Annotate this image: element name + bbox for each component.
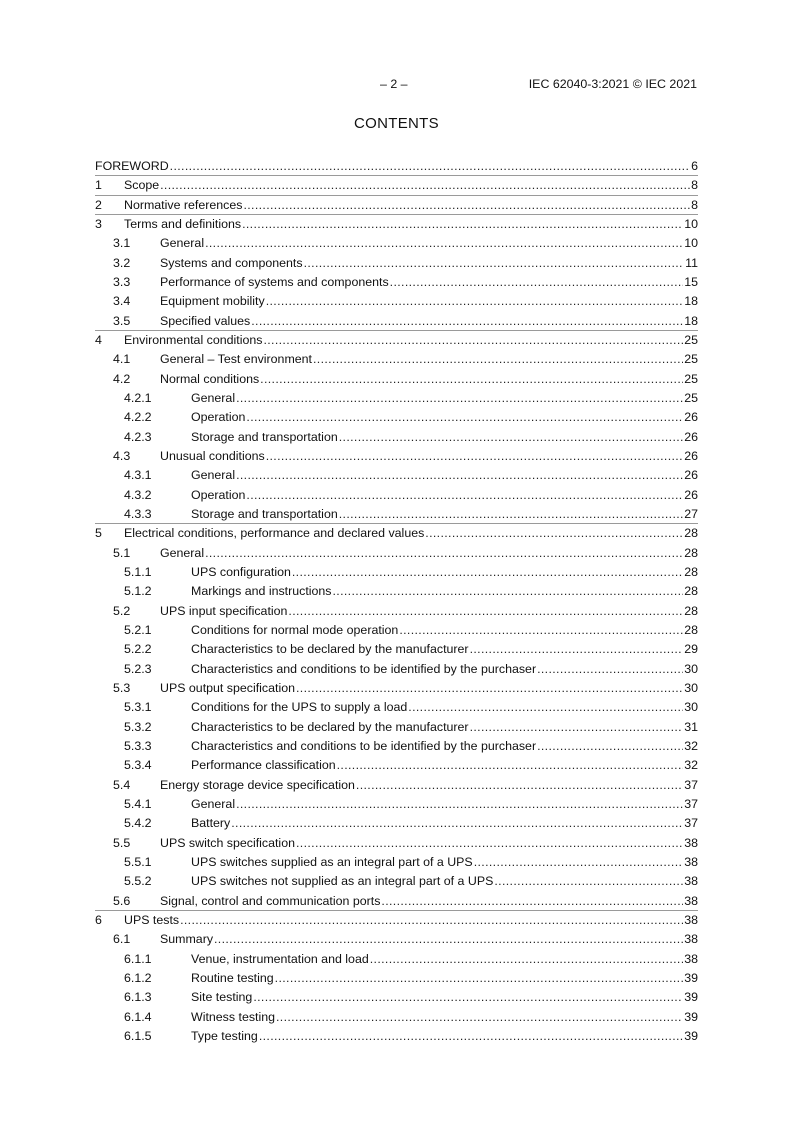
toc-entry[interactable] [95, 409, 698, 425]
toc-leader-dots [214, 931, 683, 947]
toc-leader-dots [333, 583, 684, 599]
toc-entry[interactable] [95, 506, 698, 522]
toc-entry[interactable] [95, 796, 698, 812]
toc-entry-title: Equipment mobility [160, 294, 265, 308]
toc-entry-page: 28 [684, 546, 698, 560]
toc-entry-number: 5.2.3 [124, 662, 152, 676]
toc-entry-number: 5.5 [113, 836, 131, 850]
toc-entry-number: 5.1 [113, 546, 131, 560]
toc-entry-title: UPS switch specification [160, 836, 295, 850]
toc-leader-dots [266, 293, 684, 309]
toc-entry[interactable] [95, 313, 698, 329]
toc-entry-line [160, 835, 698, 851]
toc-entry-number: 4 [95, 333, 102, 347]
toc-entry-line [191, 622, 698, 638]
toc-divider [95, 195, 698, 196]
toc-leader-dots [537, 738, 683, 754]
toc-leader-dots [170, 158, 690, 174]
toc-entry-number: 5.1.2 [124, 584, 152, 598]
toc-leader-dots [246, 487, 683, 503]
toc-leader-dots [304, 255, 685, 271]
toc-divider [95, 910, 698, 911]
toc-entry-page: 30 [684, 662, 698, 676]
toc-entry-title: Conditions for the UPS to supply a load [191, 700, 408, 714]
toc-entry-page: 26 [684, 468, 698, 482]
toc-entry-page: 37 [684, 797, 698, 811]
toc-entry-line [160, 448, 698, 464]
toc-entry[interactable] [95, 893, 698, 909]
toc-entry-title: UPS tests [124, 913, 180, 927]
toc-entry[interactable] [95, 641, 698, 657]
toc-entry-line [191, 1009, 698, 1025]
toc-entry-line [191, 719, 698, 735]
toc-leader-dots [180, 912, 683, 928]
toc-entry-line [160, 313, 698, 329]
toc-entry[interactable] [95, 873, 698, 889]
toc-entry-title: Venue, instrumentation and load [191, 952, 369, 966]
toc-leader-dots [260, 371, 683, 387]
toc-entry[interactable] [95, 1009, 698, 1025]
toc-leader-dots [399, 622, 683, 638]
toc-leader-dots [259, 1028, 683, 1044]
toc-entry-title: Performance of systems and components [160, 275, 389, 289]
toc-entry-line [124, 332, 698, 348]
toc-leader-dots [253, 989, 683, 1005]
toc-entry-line [160, 777, 698, 793]
toc-entry-page: 10 [684, 236, 698, 250]
toc-entry-page: 28 [684, 584, 698, 598]
toc-entry-number: 5.3.1 [124, 700, 152, 714]
toc-entry-title: Specified values [160, 314, 251, 328]
toc-entry-page: 38 [684, 952, 698, 966]
toc-entry[interactable] [95, 777, 698, 793]
toc-entry-page: 25 [684, 333, 698, 347]
toc-entry-title: Battery [191, 816, 231, 830]
toc-leader-dots [205, 545, 683, 561]
toc-entry-title: Terms and definitions [124, 217, 242, 231]
toc-entry-title: Storage and transportation [191, 430, 338, 444]
toc-leader-dots [381, 893, 683, 909]
toc-entry-page: 32 [684, 758, 698, 772]
toc-entry[interactable] [95, 1028, 698, 1044]
toc-entry-title: Conditions for normal mode operation [191, 623, 399, 637]
toc-leader-dots [313, 351, 683, 367]
toc-leader-dots [425, 525, 683, 541]
toc-entry[interactable] [95, 255, 698, 271]
toc-entry-title: Characteristics to be declared by the manufacturer [191, 642, 469, 656]
toc-entry-line [191, 989, 698, 1005]
toc-entry[interactable] [95, 854, 698, 870]
toc-entry[interactable] [95, 564, 698, 580]
toc-divider [95, 523, 698, 524]
toc-leader-dots [236, 390, 683, 406]
toc-entry-number: 5 [95, 526, 102, 540]
toc-entry[interactable] [95, 583, 698, 599]
toc-leader-dots [296, 680, 683, 696]
toc-entry[interactable] [95, 467, 698, 483]
toc-entry-page: 18 [684, 314, 698, 328]
toc-entry-title: UPS output specification [160, 681, 295, 695]
toc-entry-title: General [160, 546, 205, 560]
toc-entry-number: 3.4 [113, 294, 131, 308]
toc-entry-title: FOREWORD [95, 159, 169, 173]
toc-entry-number: 5.6 [113, 894, 131, 908]
toc-entry-line [124, 197, 698, 213]
toc-entry-line [160, 893, 698, 909]
toc-entry-line [124, 216, 698, 232]
toc-entry-number: 5.3.3 [124, 739, 152, 753]
toc-entry-page: 38 [684, 836, 698, 850]
toc-entry-title: Operation [191, 410, 246, 424]
toc-entry-line [160, 235, 698, 251]
toc-entry-page: 27 [684, 507, 698, 521]
toc-entry-number: 4.2.1 [124, 391, 152, 405]
toc-entry[interactable] [95, 931, 698, 947]
toc-leader-dots [339, 506, 683, 522]
toc-entry-number: 5.4 [113, 778, 131, 792]
toc-entry-title: Site testing [191, 990, 253, 1004]
toc-entry-page: 31 [684, 720, 698, 734]
toc-entry-line [191, 641, 698, 657]
toc-entry[interactable] [95, 177, 698, 193]
toc-entry-number: 3 [95, 217, 102, 231]
toc-entry-page: 28 [684, 604, 698, 618]
toc-entry-page: 10 [684, 217, 698, 231]
toc-leader-dots [370, 951, 683, 967]
toc-entry-number: 4.3 [113, 449, 131, 463]
toc-entry-number: 5.2.1 [124, 623, 152, 637]
toc-leader-dots [292, 564, 683, 580]
toc-entry-title: Electrical conditions, performance and declared values [124, 526, 425, 540]
toc-entry-number: 3.3 [113, 275, 131, 289]
toc-entry-page: 6 [691, 159, 698, 173]
toc-entry-page: 15 [684, 275, 698, 289]
toc-entry-page: 38 [684, 913, 698, 927]
toc-entry-title: General [191, 468, 236, 482]
toc-entry-number: 6.1.4 [124, 1010, 152, 1024]
toc-entry-number: 1 [95, 178, 102, 192]
toc-leader-dots [474, 854, 684, 870]
toc-entry-line [191, 487, 698, 503]
toc-entry-title: Signal, control and communication ports [160, 894, 381, 908]
toc-entry-line [191, 467, 698, 483]
toc-entry-title: General [191, 391, 236, 405]
toc-entry-number: 6.1.2 [124, 971, 152, 985]
toc-entry[interactable] [95, 332, 698, 348]
toc-entry-line [191, 661, 698, 677]
toc-entry-title: Normative references [124, 198, 243, 212]
toc-entry[interactable] [95, 912, 698, 928]
toc-leader-dots [470, 641, 684, 657]
toc-leader-dots [276, 1009, 683, 1025]
toc-entry-line [191, 409, 698, 425]
toc-entry[interactable] [95, 815, 698, 831]
toc-entry-line [160, 931, 698, 947]
toc-leader-dots [296, 835, 683, 851]
toc-entry-page: 30 [684, 681, 698, 695]
toc-entry[interactable] [95, 293, 698, 309]
toc-entry[interactable] [95, 371, 698, 387]
toc-entry-page: 38 [684, 932, 698, 946]
toc-entry-line [191, 699, 698, 715]
toc-entry-number: 4.3.2 [124, 488, 152, 502]
toc-entry[interactable] [95, 487, 698, 503]
toc-entry-number: 5.5.1 [124, 855, 152, 869]
toc-entry[interactable] [95, 351, 698, 367]
toc-leader-dots [251, 313, 683, 329]
toc-entry-number: 5.1.1 [124, 565, 152, 579]
toc-entry[interactable] [95, 603, 698, 619]
toc-entry-number: 4.1 [113, 352, 131, 366]
toc-entry-line [160, 293, 698, 309]
toc-entry-page: 28 [684, 526, 698, 540]
toc-entry-number: 4.2.3 [124, 430, 152, 444]
toc-entry-number: 3.5 [113, 314, 131, 328]
toc-entry[interactable] [95, 216, 698, 232]
toc-entry-line [191, 583, 698, 599]
toc-divider [95, 214, 698, 215]
toc-entry-number: 3.1 [113, 236, 131, 250]
toc-entry-title: Characteristics and conditions to be identified by the purchaser [191, 662, 537, 676]
toc-entry-page: 30 [684, 700, 698, 714]
toc-leader-dots [205, 235, 683, 251]
toc-entry-title: Storage and transportation [191, 507, 338, 521]
toc-leader-dots [337, 757, 684, 773]
toc-entry-page: 37 [684, 778, 698, 792]
toc-leader-dots [339, 429, 683, 445]
toc-entry-page: 25 [684, 352, 698, 366]
toc-entry-line [160, 603, 698, 619]
toc-entry-title: UPS switches not supplied as an integral part of a UPS [191, 874, 494, 888]
toc-entry-line [124, 525, 698, 541]
toc-leader-dots [160, 177, 690, 193]
toc-leader-dots [390, 274, 684, 290]
toc-entry[interactable] [95, 680, 698, 696]
toc-entry-title: Performance classification [191, 758, 336, 772]
toc-entry-title: Type testing [191, 1029, 258, 1043]
toc-entry-line [191, 1028, 698, 1044]
toc-leader-dots [266, 448, 684, 464]
toc-entry-page: 39 [684, 990, 698, 1004]
toc-entry-line [160, 371, 698, 387]
toc-entry-number: 5.3.2 [124, 720, 152, 734]
toc-entry-title: General [160, 236, 205, 250]
toc-entry-line [124, 912, 698, 928]
toc-entry-number: 5.3 [113, 681, 131, 695]
toc-entry-number: 4.2 [113, 372, 131, 386]
toc-leader-dots [236, 467, 683, 483]
toc-entry-page: 39 [684, 1010, 698, 1024]
toc-entry-page: 26 [684, 430, 698, 444]
toc-entry-title: Markings and instructions [191, 584, 332, 598]
toc-entry[interactable] [95, 158, 698, 174]
toc-entry-title: UPS configuration [191, 565, 291, 579]
toc-entry[interactable] [95, 989, 698, 1005]
toc-entry-title: Scope [124, 178, 160, 192]
toc-entry-line [191, 970, 698, 986]
toc-leader-dots [246, 409, 683, 425]
toc-entry-line [160, 680, 698, 696]
toc-leader-dots [236, 796, 683, 812]
toc-entry-title: Normal conditions [160, 372, 260, 386]
toc-entry-page: 29 [684, 642, 698, 656]
toc-leader-dots [408, 699, 683, 715]
toc-entry-number: 5.2.2 [124, 642, 152, 656]
toc-entry-line [191, 757, 698, 773]
toc-entry-page: 11 [685, 256, 698, 270]
toc-entry-number: 5.2 [113, 604, 131, 618]
toc-entry-title: Witness testing [191, 1010, 276, 1024]
toc-entry-page: 32 [684, 739, 698, 753]
toc-entry[interactable] [95, 951, 698, 967]
toc-entry-line [191, 738, 698, 754]
toc-entry-title: Systems and components [160, 256, 303, 270]
toc-leader-dots [470, 719, 684, 735]
toc-entry-page: 28 [684, 623, 698, 637]
toc-entry-page: 38 [684, 894, 698, 908]
toc-entry-number: 5.4.1 [124, 797, 152, 811]
toc-entry[interactable] [95, 235, 698, 251]
toc-divider [95, 330, 698, 331]
toc-entry[interactable] [95, 661, 698, 677]
toc-entry-page: 26 [684, 410, 698, 424]
toc-entry[interactable] [95, 390, 698, 406]
toc-entry-number: 4.3.1 [124, 468, 152, 482]
toc-entry-page: 25 [684, 391, 698, 405]
toc-entry[interactable] [95, 197, 698, 213]
toc-entry[interactable] [95, 622, 698, 638]
toc-entry[interactable] [95, 835, 698, 851]
toc-entry-number: 6.1.5 [124, 1029, 152, 1043]
toc-entry-number: 4.3.3 [124, 507, 152, 521]
page-header-standard-ref: IEC 62040-3:2021 © IEC 2021 [528, 77, 697, 91]
toc-entry-number: 6.1.1 [124, 952, 152, 966]
toc-entry-page: 26 [684, 449, 698, 463]
toc-entry-number: 5.4.2 [124, 816, 152, 830]
toc-entry-line [191, 873, 698, 889]
toc-leader-dots [288, 603, 683, 619]
toc-entry-page: 38 [684, 874, 698, 888]
toc-entry[interactable] [95, 970, 698, 986]
toc-entry-title: UPS input specification [160, 604, 288, 618]
toc-entry-line [191, 564, 698, 580]
toc-entry[interactable] [95, 719, 698, 735]
toc-entry-page: 26 [684, 488, 698, 502]
toc-entry-number: 5.5.2 [124, 874, 152, 888]
toc-entry-number: 6.1 [113, 932, 131, 946]
toc-entry[interactable] [95, 699, 698, 715]
toc-entry-line [160, 545, 698, 561]
toc-leader-dots [263, 332, 683, 348]
toc-leader-dots [243, 197, 690, 213]
toc-entry-line [124, 177, 698, 193]
toc-entry-line [191, 951, 698, 967]
toc-entry[interactable] [95, 545, 698, 561]
toc-entry-title: Operation [191, 488, 246, 502]
toc-entry-line [191, 506, 698, 522]
toc-leader-dots [275, 970, 684, 986]
toc-entry[interactable] [95, 525, 698, 541]
toc-leader-dots [494, 873, 683, 889]
toc-entry-title: Characteristics and conditions to be identified by the purchaser [191, 739, 537, 753]
toc-entry-line [191, 429, 698, 445]
toc-entry-number: 2 [95, 198, 102, 212]
toc-entry-number: 5.3.4 [124, 758, 152, 772]
toc-entry-title: Unusual conditions [160, 449, 265, 463]
toc-entry-number: 6.1.3 [124, 990, 152, 1004]
toc-entry-page: 8 [691, 178, 698, 192]
toc-entry[interactable] [95, 757, 698, 773]
page-title: CONTENTS [354, 115, 439, 132]
toc-leader-dots [242, 216, 683, 232]
toc-entry-line [160, 351, 698, 367]
toc-entry-page: 38 [684, 855, 698, 869]
toc-entry-page: 18 [684, 294, 698, 308]
toc-entry-line [191, 815, 698, 831]
toc-leader-dots [537, 661, 683, 677]
toc-entry-number: 3.2 [113, 256, 131, 270]
toc-entry[interactable] [95, 429, 698, 445]
toc-entry[interactable] [95, 274, 698, 290]
toc-entry-title: General [191, 797, 236, 811]
toc-entry-line [160, 274, 698, 290]
toc-entry-line [95, 158, 698, 174]
toc-entry-title: UPS switches supplied as an integral part of a UPS [191, 855, 473, 869]
toc-entry-title: Routine testing [191, 971, 274, 985]
toc-entry-page: 39 [684, 1029, 698, 1043]
toc-entry-page: 28 [684, 565, 698, 579]
toc-divider [95, 175, 698, 176]
toc-entry-title: General – Test environment [160, 352, 312, 366]
toc-entry-line [191, 854, 698, 870]
toc-entry-line [191, 390, 698, 406]
toc-entry[interactable] [95, 448, 698, 464]
toc-entry[interactable] [95, 738, 698, 754]
toc-entry-page: 8 [691, 198, 698, 212]
toc-entry-line [191, 796, 698, 812]
toc-entry-page: 37 [684, 816, 698, 830]
toc-entry-number: 4.2.2 [124, 410, 152, 424]
toc-entry-title: Summary [160, 932, 214, 946]
toc-entry-line [160, 255, 698, 271]
toc-entry-title: Energy storage device specification [160, 778, 355, 792]
toc-entry-page: 39 [684, 971, 698, 985]
toc-entry-number: 6 [95, 913, 102, 927]
toc-leader-dots [356, 777, 683, 793]
toc-entry-title: Environmental conditions [124, 333, 263, 347]
toc-entry-title: Characteristics to be declared by the manufacturer [191, 720, 469, 734]
toc-leader-dots [231, 815, 683, 831]
page-header-number: – 2 – [380, 77, 408, 91]
toc-entry-page: 25 [684, 372, 698, 386]
